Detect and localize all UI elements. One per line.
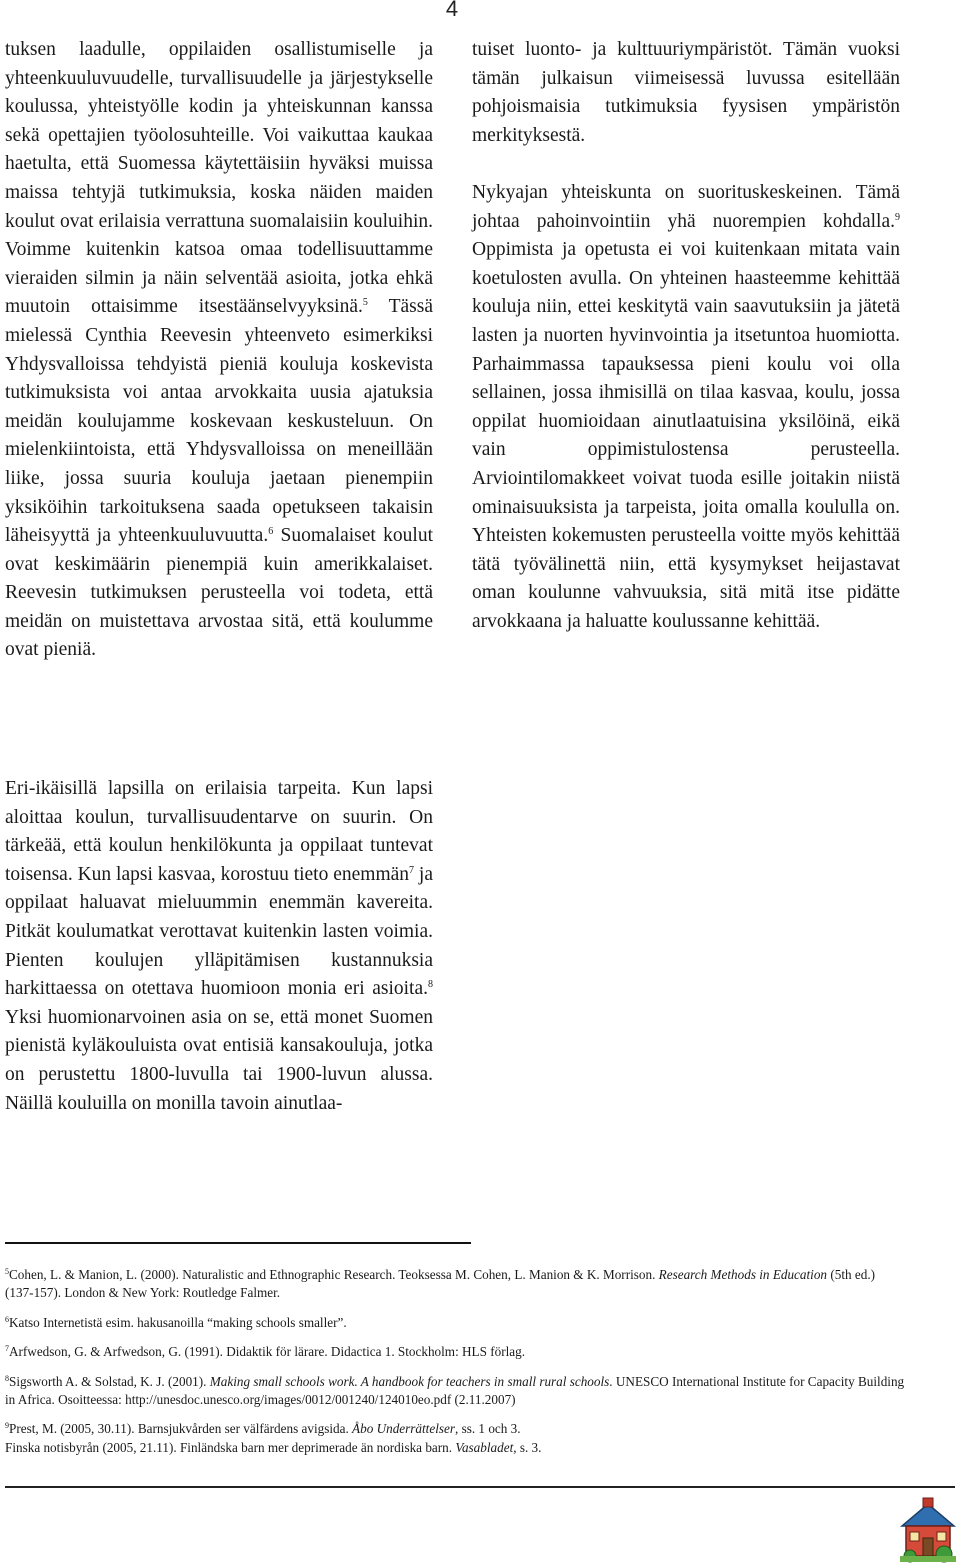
footnote-9	[5, 1420, 905, 1438]
paragraph: tuiset luonto- ja kulttuuriympäristöt. Tämän vuoksi tämän julkaisun viimeisessä luvussa esitellään pohjoismaisia tutkimuksia fyysisen ympäristön merkityksestä.	[472, 39, 900, 146]
footnote-6	[5, 1314, 905, 1332]
paragraph-text: Oppimista ja opetusta ei voi kuitenkaan mitata vain koetulosten avulla. On yhteinen haasteemme kehittää kouluja niin, ettei keskitytä vain saavutuksiin ja jätetä lasten ja nuorten hyvinvointia ja itsetuntoa huomiotta. Parhaimmassa tapauksessa pieni koulu voi olla sellainen, jossa ihmisillä on tilaa kasvaa, koulu, jossa oppilat huomioidaan ainutlaatuisina yksilöinä, eikä vain oppimistulostensa perusteella. Arviointilomakkeet voivat tuoda esille joitakin niistä ominaisuuksista ja tarpeista, joita omalla koululla on. Yhteisten kokemusten perusteella voitte myös kehittää tätä työvälinettä niin, että kysymykset heijastavat oman koulunne vahvuuksia, sitä mitä itse pidätte arvokkaana ja haluatte koulussanne kehittää.	[472, 239, 900, 632]
footnote-text: (5th ed.) (137-157). London & New York: Routledge Falmer.	[5, 1267, 876, 1301]
footnote-8	[5, 1373, 905, 1410]
footnote-text: Finska notisbyrån (2005, 21.11). Finländska barn mer deprimerade än nordiska barn.	[5, 1439, 453, 1455]
footnote-number: 5	[5, 1267, 9, 1276]
footnote-7	[5, 1343, 905, 1361]
footnote-text: , ss. 1 och 3.	[454, 1421, 521, 1437]
paragraph-text: Yksi huomionarvoinen asia on se, että monet Suomen pienistä kyläkouluista ovat entisiä kansakouluja, jotka on perustettu 1800-luvulla tai 1900-luvun alussa. Näillä kouluilla on monilla tavoin ainutlaa-	[5, 1006, 433, 1114]
paragraph-text: Suomalaiset koulut ovat keskimäärin pienempiä kuin amerikkalaiset. Reevesin tutkimuksen perusteella voi todeta, että meidän on muistettava arvostaa sitä, että koulumme ovat pieniä.	[5, 525, 433, 661]
footnote-ref-6: 6	[268, 526, 274, 538]
footnote-title: Making small schools work. A handbook for teachers in small rural schools	[209, 1373, 610, 1389]
school-house-icon	[896, 1496, 960, 1566]
paragraph	[472, 179, 900, 637]
footnote-number: 6	[5, 1314, 9, 1324]
footnote-text: , s. 3.	[513, 1439, 542, 1455]
footnote-ref-5: 5	[362, 297, 368, 309]
paragraph-text: Eri-ikäisillä lapsilla on erilaisia tarpeita. Kun lapsi aloittaa koulun, turvallisuudentarve on suurin. On tärkeää, että koulun henkilökunta ja oppilaat tuntevat toisensa. Kun lapsi kasvaa, korostuu tieto enemmän	[5, 778, 433, 885]
paragraph-text: tuksen laadulle, oppilaiden osallistumiselle ja yhteenkuuluvuudelle, turvallisuudelle ja järjestykselle koulussa, yhteistyölle kodin ja yhteiskunnan kanssa sekä opettajien työolosuhteille. Voi vaikuttaa kaukaa haetulta, että Suomessa käytettäisiin hyväksi muissa maissa tehtyjä tutkimuksia, koska näiden maiden koulut ovat erilaisia verrattuna suomalaisiin kouluihin. Voimme kuitenkin katsoa omaa todellisuuttamme vieraiden silmin ja näin selventää asioita, jotka ehkä muutoin ottaisimme itsestäänselvyyksinä.	[5, 39, 433, 318]
footnote-text: . UNESCO International Institute for Capacity Building in Africa. Osoitteessa: http://unesdoc.unesco.org/images/0012/001240/124010eo.pdf (2.11.2007)	[5, 1373, 905, 1408]
footnote-divider	[5, 1242, 471, 1244]
footnote-ref-7: 7	[409, 864, 415, 876]
footnotes	[5, 1266, 905, 1457]
footnote-number: 7	[5, 1344, 9, 1354]
footnote-ref-9: 9	[895, 211, 900, 223]
footnote-text: Katso Internetistä esim. hakusanoilla “making schools smaller”.	[9, 1314, 347, 1330]
paragraph-text: Tässä mielessä Cynthia Reevesin yhteenveto esimerkiksi Yhdysvalloissa tehdyistä pieniä kouluja koskevista tutkimuksista voi antaa arvokkaita uusia ajatuksia meidän koulujamme koskevaan keskusteluun. On mielenkiintoista, että Yhdysvalloissa on meneillään liike, jossa suuria kouluja jaetaan pienempiin yksiköihin tarkoituksena saada opetukseen takaisin läheisyyttä ja yhteenkuuluvuutta.	[5, 296, 433, 547]
paragraph	[5, 775, 433, 1118]
paragraph-text: Nykyajan yhteiskunta on suorituskeskeinen. Tämä johtaa pahoinvointiin yhä nuorempien kohdalla.	[472, 181, 900, 232]
left-column-upper	[5, 36, 433, 665]
footnote-title: Vasabladet	[455, 1439, 514, 1455]
footnote-text: Prest, M. (2005, 30.11). Barnsjukvården ser välfärdens avigsida.	[9, 1421, 349, 1437]
footnote-title: Åbo Underrättelser	[352, 1421, 455, 1437]
footnote-text: Arfwedson, G. & Arfwedson, G. (1991). Didaktik för lärare. Didactica 1. Stockholm: HLS förlag.	[9, 1344, 526, 1360]
page-number: 4	[445, 0, 459, 21]
footnote-number: 8	[5, 1373, 9, 1383]
paragraph-text: ja oppilaat haluavat mieluummin enemmän kavereita. Pitkät koulumatkat verottavat kuitenkin lasten voimia. Pienten koulujen ylläpitämisen kustannuksia harkittaessa on otettava huomioon monia eri asioita.	[5, 863, 434, 1000]
paragraph	[5, 36, 433, 665]
footnote-9-cont	[5, 1439, 905, 1457]
left-column-lower	[5, 775, 433, 1118]
footnote-text: Cohen, L. & Manion, L. (2000). Naturalistic and Ethnographic Research. Teoksessa M. Cohen, L. Manion & K. Morrison.	[9, 1267, 656, 1282]
footnote-title: Research Methods in Education	[658, 1267, 828, 1282]
footnote-number: 9	[5, 1421, 9, 1431]
footnote-ref-8: 8	[428, 979, 433, 991]
right-column	[472, 36, 900, 636]
footnote-5	[5, 1266, 905, 1303]
bottom-divider	[5, 1486, 955, 1488]
footnote-text: Sigsworth A. & Solstad, K. J. (2001).	[9, 1373, 207, 1389]
